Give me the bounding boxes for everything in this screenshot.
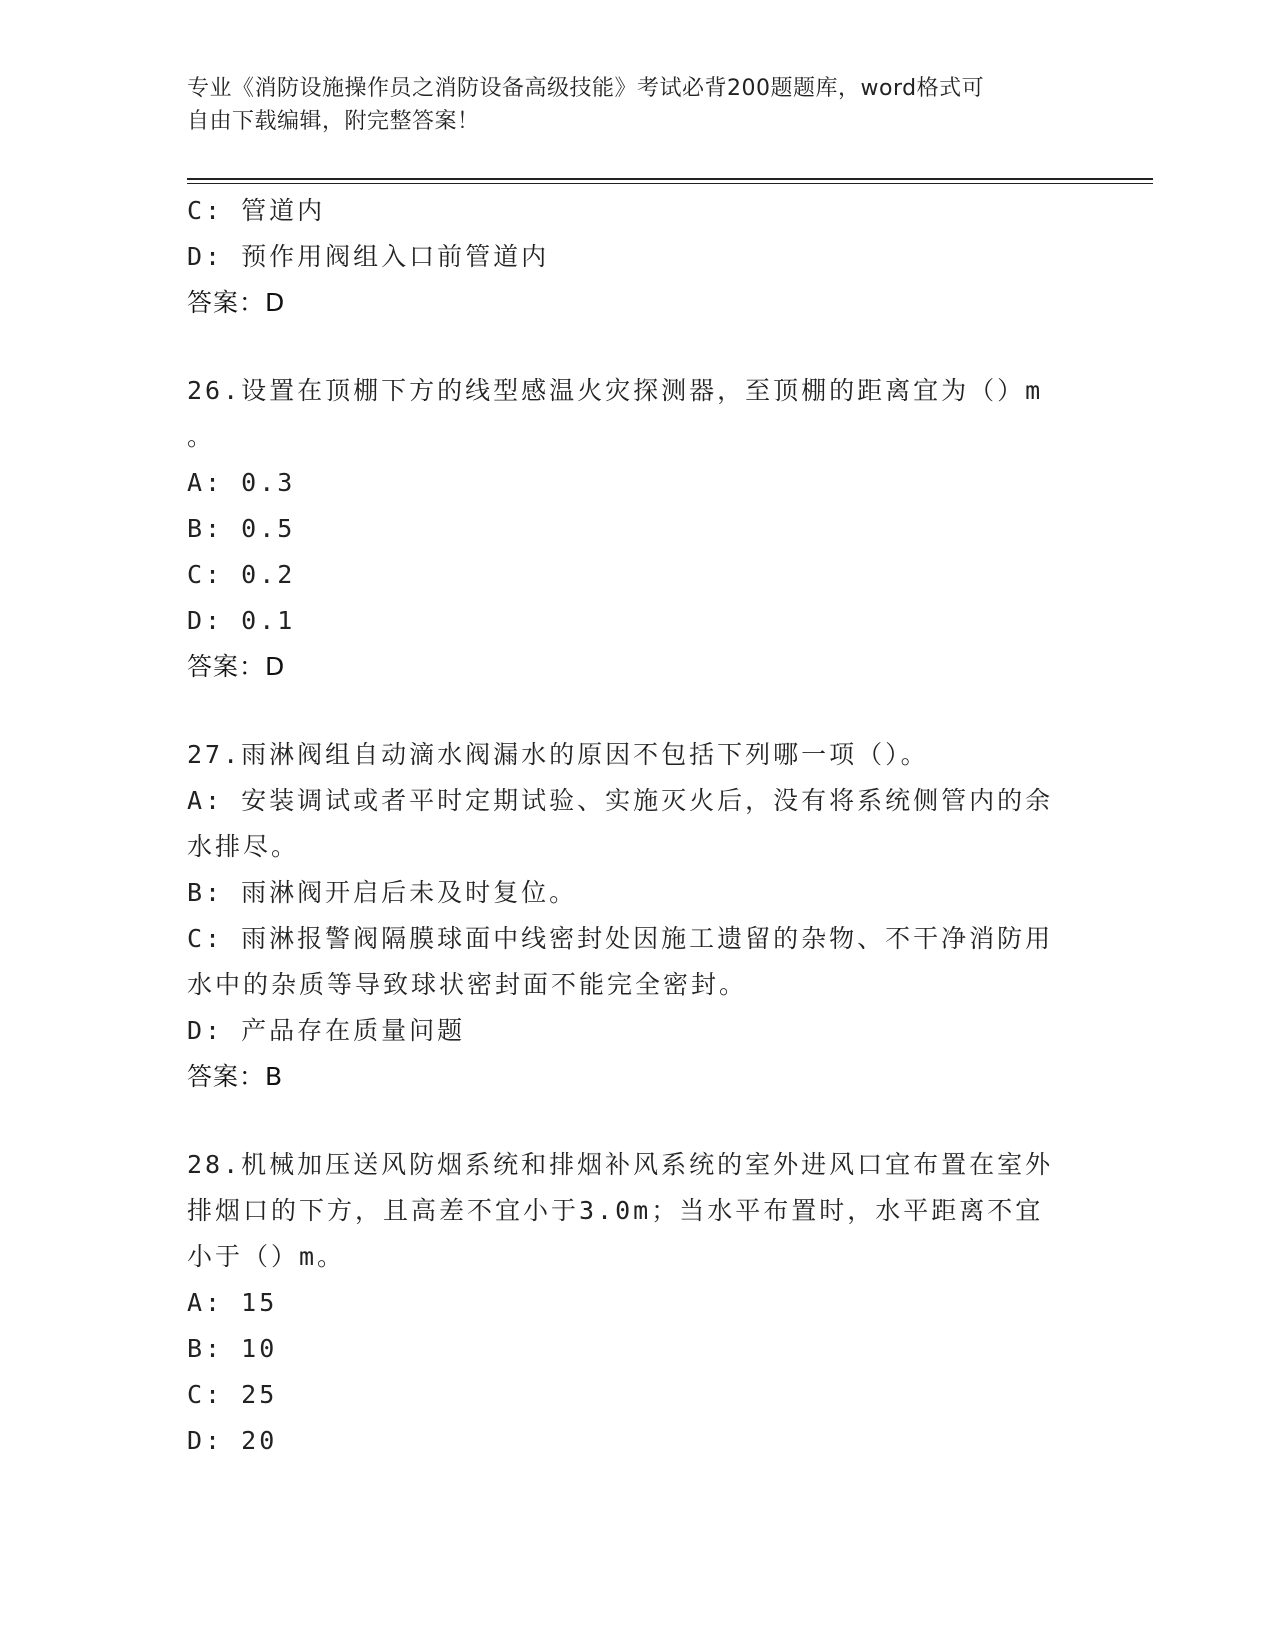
answer: 答案：B [187, 1062, 284, 1091]
header-line-2: 自由下载编辑，附完整答案！ [187, 109, 480, 134]
question-content [187, 188, 1087, 1464]
question-28 [187, 1142, 1087, 1464]
option-c: C: 0.2 [187, 560, 296, 589]
option-d: D: 产品存在质量问题 [187, 1016, 466, 1045]
option-a: A: 安装调试或者平时定期试验、实施灭火后，没有将系统侧管内的余 [187, 786, 1054, 815]
option-d: D: 20 [187, 1426, 278, 1455]
option-d: D: 0.1 [187, 606, 296, 635]
answer: 答案：D [187, 288, 286, 317]
question-stem-cont: 小于（）m。 [187, 1242, 346, 1271]
option-b: B: 0.5 [187, 514, 296, 543]
option-a: A: 15 [187, 1288, 278, 1317]
option-c: C: 管道内 [187, 196, 326, 225]
option-a-cont: 水排尽。 [187, 832, 300, 861]
question-27 [187, 732, 1087, 1100]
option-b: B: 10 [187, 1334, 278, 1363]
question-stem: 26.设置在顶棚下方的线型感温火灾探测器，至顶棚的距离宜为（）m [187, 376, 1044, 405]
question-stem-cont: 。 [187, 422, 216, 451]
option-b: B: 雨淋阀开启后未及时复位。 [187, 878, 578, 907]
header-rule-thin [187, 183, 1153, 184]
header-line-1: 专业《消防设施操作员之消防设备高级技能》考试必背200题题库，word格式可 [187, 76, 985, 101]
option-c: C: 雨淋报警阀隔膜球面中线密封处因施工遗留的杂物、不干净消防用 [187, 924, 1054, 953]
page-header [187, 72, 1067, 138]
option-c-cont: 水中的杂质等导致球状密封面不能完全密封。 [187, 970, 748, 999]
answer: 答案：D [187, 652, 286, 681]
option-d: D: 预作用阀组入口前管道内 [187, 242, 550, 271]
question-stem: 28.机械加压送风防烟系统和排烟补风系统的室外进风口宜布置在室外 [187, 1150, 1054, 1179]
prev-question-tail [187, 188, 1087, 326]
header-rule-thick [187, 178, 1153, 180]
question-26 [187, 368, 1087, 690]
option-a: A: 0.3 [187, 468, 296, 497]
question-stem-cont: 排烟口的下方，且高差不宜小于3.0m；当水平布置时，水平距离不宜 [187, 1196, 1044, 1225]
question-stem: 27.雨淋阀组自动滴水阀漏水的原因不包括下列哪一项（）。 [187, 740, 929, 769]
option-c: C: 25 [187, 1380, 278, 1409]
